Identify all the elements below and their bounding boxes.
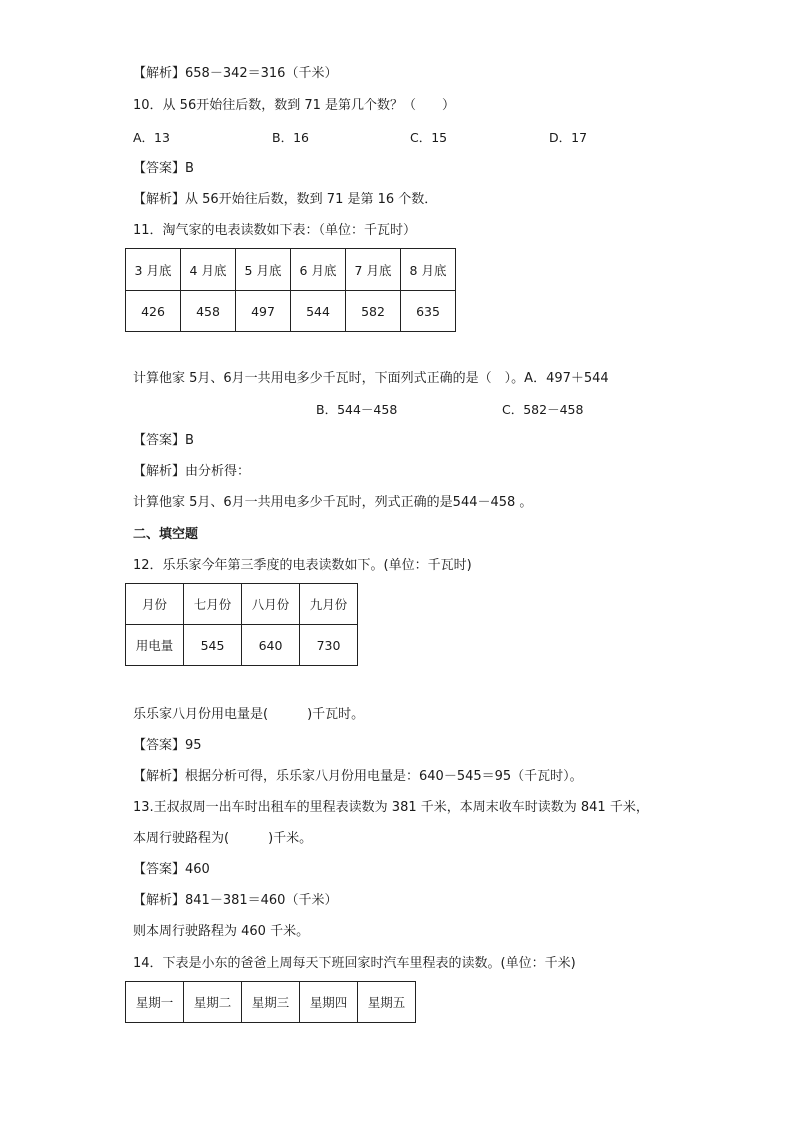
- q12-answer: 【答案】95: [133, 738, 202, 753]
- q14-header-cell: 星期一: [126, 982, 184, 1023]
- q13-answer: 【答案】460: [133, 862, 210, 877]
- q10-option-a: A．13: [133, 130, 170, 145]
- q11-header-cell: 3 月底: [126, 249, 181, 291]
- q10-option-b: B．16: [272, 130, 309, 145]
- q10-explanation: 【解析】从 56开始往后数，数到 71 是第 16 个数．: [133, 192, 438, 207]
- q11-value-cell: 497: [236, 291, 291, 332]
- q14-header-cell: 星期五: [358, 982, 416, 1023]
- q11-header-cell: 6 月底: [291, 249, 346, 291]
- q11-header-cell: 8 月底: [401, 249, 456, 291]
- q11-text: 计算他家 5月、6月一共用电多少千瓦时，下面列式正确的是（ ）。A．497＋544: [133, 371, 609, 386]
- q12-value-cell: 640: [242, 625, 300, 666]
- q10-answer: 【答案】B: [133, 161, 194, 176]
- q12-header-cell: 月份: [126, 584, 184, 625]
- q13-question-cont: 本周行驶路程为( )千米。: [133, 831, 313, 846]
- q11-value-cell: 635: [401, 291, 456, 332]
- q14-header-cell: 星期四: [300, 982, 358, 1023]
- q14-header-cell: 星期三: [242, 982, 300, 1023]
- q11-value-cell: 458: [181, 291, 236, 332]
- q11-question: 11．淘气家的电表读数如下表：（单位：千瓦时）: [133, 223, 417, 238]
- q12-value-cell: 545: [184, 625, 242, 666]
- q12-table: [125, 583, 358, 666]
- q13-explanation-detail: 则本周行驶路程为 460 千米。: [133, 924, 310, 939]
- q12-value-cell: 用电量: [126, 625, 184, 666]
- q12-question: 12．乐乐家今年第三季度的电表读数如下。(单位：千瓦时): [133, 558, 472, 573]
- q13-explanation: 【解析】841－381＝460（千米）: [133, 893, 338, 908]
- q11-value-cell: 426: [126, 291, 181, 332]
- q11-option-b: B．544－458: [316, 402, 398, 417]
- q12-text: 乐乐家八月份用电量是( )千瓦时。: [133, 707, 365, 722]
- q11-value-cell: 582: [346, 291, 401, 332]
- q10-option-c: C．15: [410, 130, 448, 145]
- q11-answer: 【答案】B: [133, 433, 194, 448]
- q14-table: [125, 981, 416, 1023]
- q9-explanation: 【解析】658－342＝316（千米）: [133, 66, 338, 81]
- q11-explanation-detail: 计算他家 5月、6月一共用电多少千瓦时，列式正确的是544－458 。: [133, 495, 533, 510]
- q12-value-cell: 730: [300, 625, 358, 666]
- q14-question: 14．下表是小东的爸爸上周每天下班回家时汽车里程表的读数。(单位：千米): [133, 956, 576, 971]
- q14-header-cell: 星期二: [184, 982, 242, 1023]
- q10-question: 10．从 56开始往后数，数到 71 是第几个数？（ ）: [133, 98, 456, 113]
- q10-option-d: D．17: [549, 130, 588, 145]
- q11-explanation: 【解析】由分析得：: [133, 464, 251, 479]
- q11-header-cell: 5 月底: [236, 249, 291, 291]
- section-heading: 二、填空题: [133, 527, 199, 542]
- q11-value-cell: 544: [291, 291, 346, 332]
- q11-option-c: C．582－458: [502, 402, 584, 417]
- q12-header-cell: 七月份: [184, 584, 242, 625]
- q12-header-cell: 九月份: [300, 584, 358, 625]
- q12-explanation: 【解析】根据分析可得，乐乐家八月份用电量是：640－545＝95（千瓦时）。: [133, 769, 583, 784]
- q11-table: [125, 248, 456, 332]
- q12-header-cell: 八月份: [242, 584, 300, 625]
- q13-question: 13.王叔叔周一出车时出租车的里程表读数为 381 千米，本周末收车时读数为 841 千米，: [133, 800, 649, 815]
- q11-header-cell: 7 月底: [346, 249, 401, 291]
- q11-header-cell: 4 月底: [181, 249, 236, 291]
